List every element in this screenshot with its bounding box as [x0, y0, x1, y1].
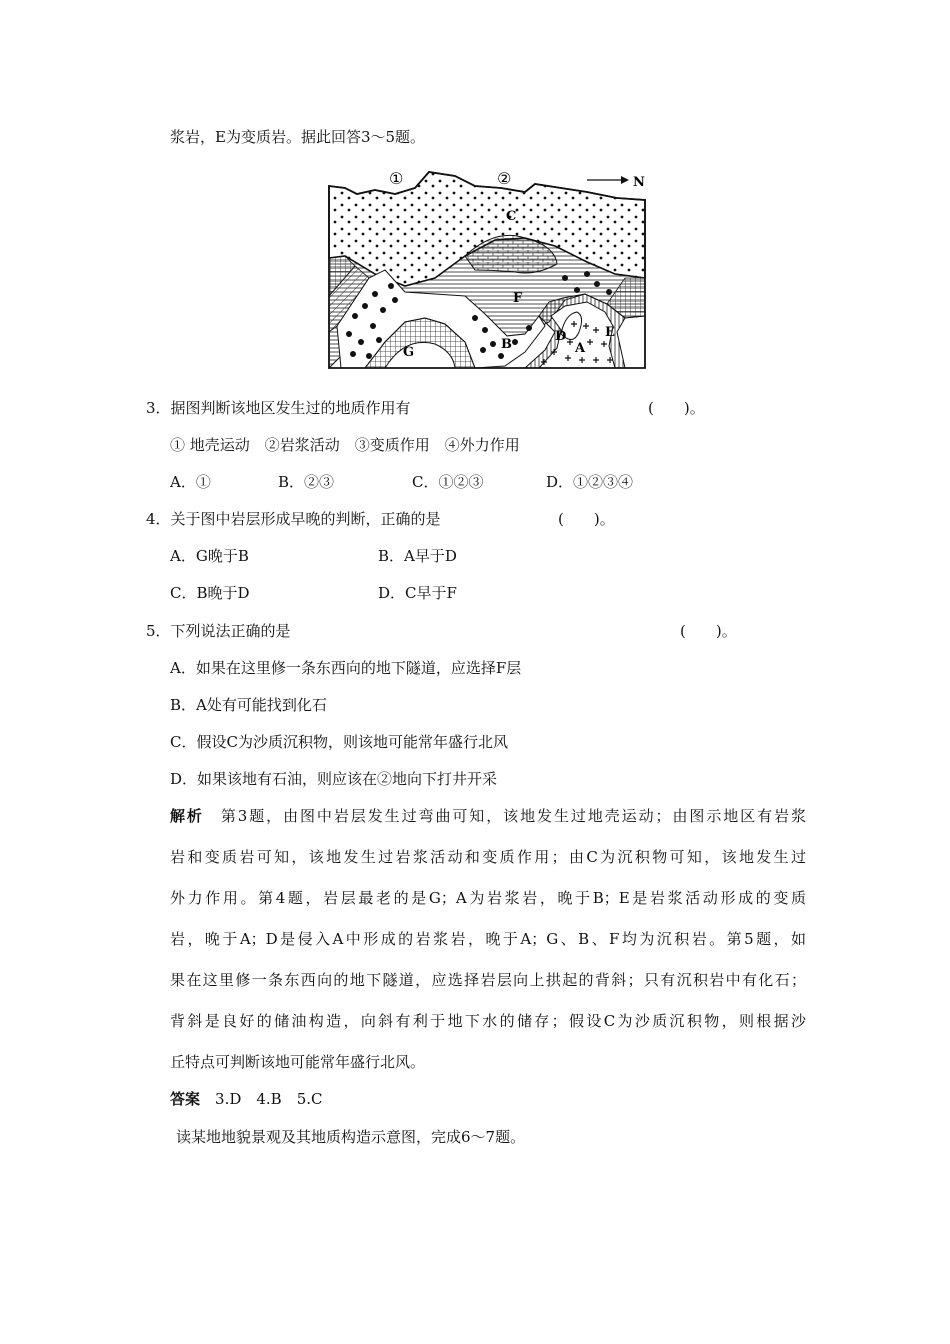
label-layer-g: G: [403, 345, 415, 360]
option-b: B．②③: [278, 473, 335, 491]
answer-blank: ( )。: [680, 622, 737, 640]
analysis-line: 果在这里修一条东西向的地下隧道，应选择岩层向上拱起的背斜；只有沉积岩中有化石；: [170, 971, 806, 989]
option-a: A．G晚于B: [170, 547, 249, 565]
answer-blank: ( )。: [648, 399, 705, 417]
analysis-text: 第3题，由图中岩层发生过弯曲可知，该地发生过地壳运动；由图示地区有岩浆: [220, 807, 806, 825]
label-layer-b: B: [501, 337, 512, 352]
option-b: B．A处有可能找到化石: [170, 696, 327, 714]
question-number: 5．: [146, 622, 171, 640]
question-stem: 关于图中岩层形成早晚的判断，正确的是: [170, 510, 441, 528]
analysis-line: 丘特点可判断该地可能常年盛行北风。: [170, 1053, 426, 1071]
answer-label: 答案: [170, 1090, 201, 1108]
geologic-section-figure: [325, 166, 655, 372]
option-a: A．①: [170, 473, 211, 491]
label-rock-e: E: [605, 325, 615, 340]
question-4: [146, 509, 441, 529]
question-stem: 下列说法正确的是: [170, 622, 291, 640]
intro-text: 浆岩，E为变质岩。据此回答3～5题。: [170, 128, 426, 146]
option-d: D．①②③④: [546, 473, 634, 491]
question-stem: 据图判断该地区发生过的地质作用有: [170, 399, 411, 417]
question-number: 4．: [146, 510, 171, 528]
option-c: C．假设C为沙质沉积物，则该地可能常年盛行北风: [170, 733, 508, 751]
analysis-line: 岩和变质岩可知，该地发生过岩浆活动和变质作用；由C为沉积物可知，该地发生过: [170, 848, 806, 866]
option-c: C．B晚于D: [170, 584, 250, 602]
option-c: C．①②③: [412, 473, 484, 491]
analysis-line: 外力作用。第4题，岩层最老的是G；A为岩浆岩，晚于B；E是岩浆活动形成的变质: [170, 889, 806, 907]
question-5: [146, 621, 291, 641]
next-intro-text: 读某地地貌景观及其地质构造示意图，完成6～7题。: [176, 1128, 526, 1146]
question-3-items: ① 地壳运动 ②岩浆活动 ③变质作用 ④外力作用: [170, 436, 520, 454]
analysis-line: [170, 806, 806, 826]
analysis-label: 解析: [170, 807, 204, 825]
question-3: [146, 398, 411, 418]
label-north: N: [633, 175, 645, 190]
option-a: A．如果在这里修一条东西向的地下隧道，应选择F层: [170, 659, 522, 677]
answer-blank: ( )。: [558, 510, 615, 528]
analysis-line: 岩，晚于A；D是侵入A中形成的岩浆岩，晚于A；G、B、F均为沉积岩。第5题，如: [170, 930, 806, 948]
north-arrow-icon: [587, 176, 629, 184]
label-rock-a: A: [575, 341, 586, 356]
label-site-1: ①: [389, 169, 404, 188]
question-number: 3．: [146, 399, 171, 417]
label-layer-f: F: [513, 291, 523, 306]
label-site-2: ②: [497, 169, 512, 188]
answer-line: [170, 1089, 323, 1109]
label-rock-d: D: [555, 329, 567, 344]
option-d: D．如果该地有石油，则应该在②地向下打井开采: [170, 770, 498, 788]
option-b: B．A早于D: [378, 547, 457, 565]
label-layer-c: C: [506, 209, 517, 224]
option-d: D．C早于F: [378, 584, 457, 602]
answer-text: 3.D 4.B 5.C: [215, 1090, 323, 1108]
analysis-line: 背斜是良好的储油构造，向斜有利于地下水的储存；假设C为沙质沉积物，则根据沙: [170, 1012, 806, 1030]
